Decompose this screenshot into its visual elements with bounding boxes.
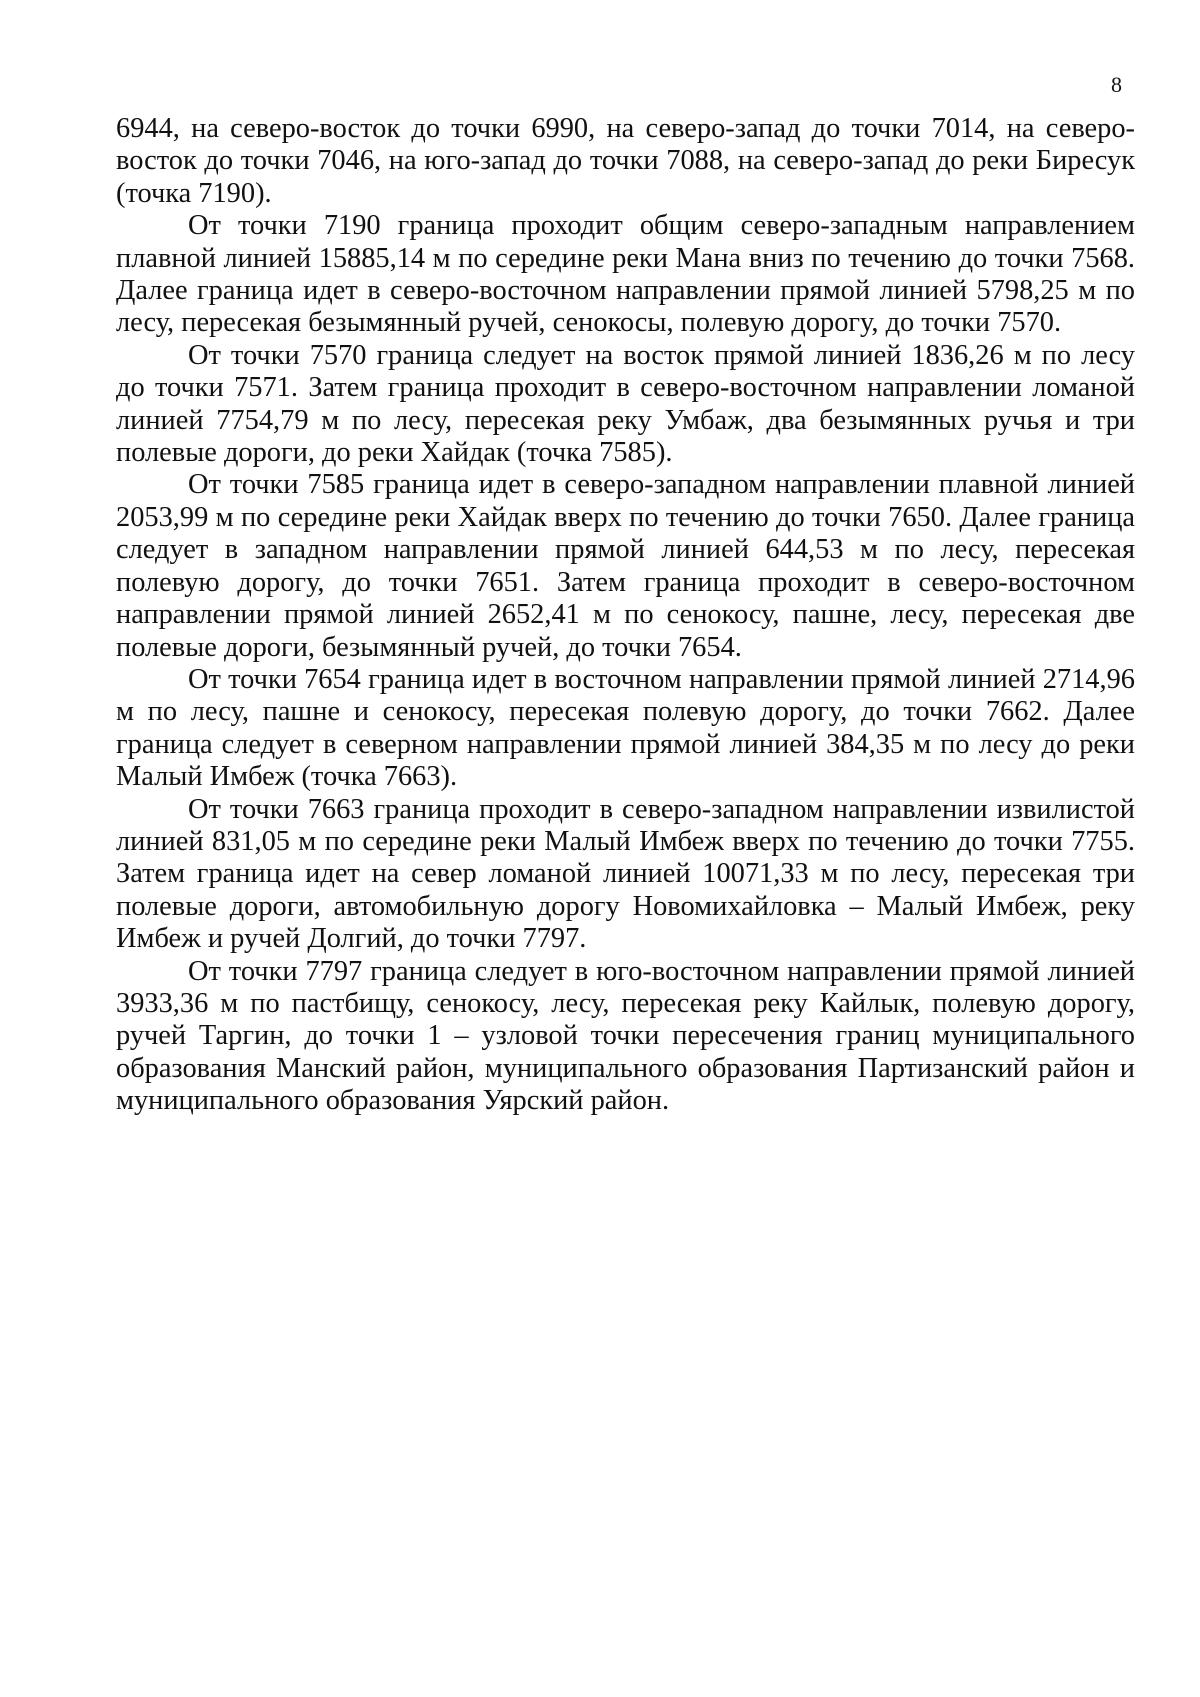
- paragraph-1: 6944, на северо-восток до точки 6990, на северо-запад до точки 7014, на северо-восток до точки 7046, на юго-запад до точки 7088, на северо-запад до реки Биресук (точка 7190).: [116, 113, 1135, 209]
- page-number: 8: [1111, 72, 1122, 97]
- paragraph-5: От точки 7654 граница идет в восточном направлении прямой линией 2714,96 м по лесу, пашне и сенокосу, пересекая полевую дорогу, до точки 7662. Далее граница следует в северном направлении прямой линией 384,35 м по лесу до реки Малый Имбеж (точка 7663).: [116, 663, 1135, 793]
- paragraph-2: От точки 7190 граница проходит общим северо-западным направлением плавной линией 15885,14 м по середине реки Мана вниз по течению до точки 7568. Далее граница идет в северо-восточном направлении прямой линией 5798,25 м по лесу, пересекая безымянный ручей, сенокосы, полевую дорогу, до точки 7570.: [116, 210, 1135, 339]
- paragraph-3: От точки 7570 граница следует на восток прямой линией 1836,26 м по лесу до точки 7571. Затем граница проходит в северо-восточном направлении ломаной линией 7754,79 м по лесу, пересекая реку Умбаж, два безымянных ручья и три полевые дороги, до реки Хайдак (точка 7585).: [116, 339, 1135, 469]
- paragraph-4: От точки 7585 граница идет в северо-западном направлении плавной линией 2053,99 м по середине реки Хайдак вверх по течению до точки 7650. Далее граница следует в западном направлении прямой линией 644,53 м по лесу, пересекая полевую дорогу, до точки 7651. Затем граница проходит в северо-восточном направлении прямой линией 2652,41 м по сенокосу, пашне, лесу, пересекая две полевые дороги, безымянный ручей, до точки 7654.: [116, 469, 1135, 663]
- document-body: [116, 113, 1135, 1118]
- paragraph-7: От точки 7797 граница следует в юго-восточном направлении прямой линией 3933,36 м по пастбищу, сенокосу, лесу, пересекая реку Кайлык, полевую дорогу, ручей Таргин, до точки 1 – узловой точки пересечения границ муниципального образования Манский район, муниципального образования Партизанский район и муниципального образования Уярский район.: [116, 955, 1135, 1117]
- paragraph-6: От точки 7663 граница проходит в северо-западном направлении извилистой линией 831,05 м по середине реки Малый Имбеж вверх по течению до точки 7755. Затем граница идет на север ломаной линией 10071,33 м по лесу, пересекая три полевые дороги, автомобильную дорогу Новомихайловка – Малый Имбеж, реку Имбеж и ручей Долгий, до точки 7797.: [116, 793, 1135, 955]
